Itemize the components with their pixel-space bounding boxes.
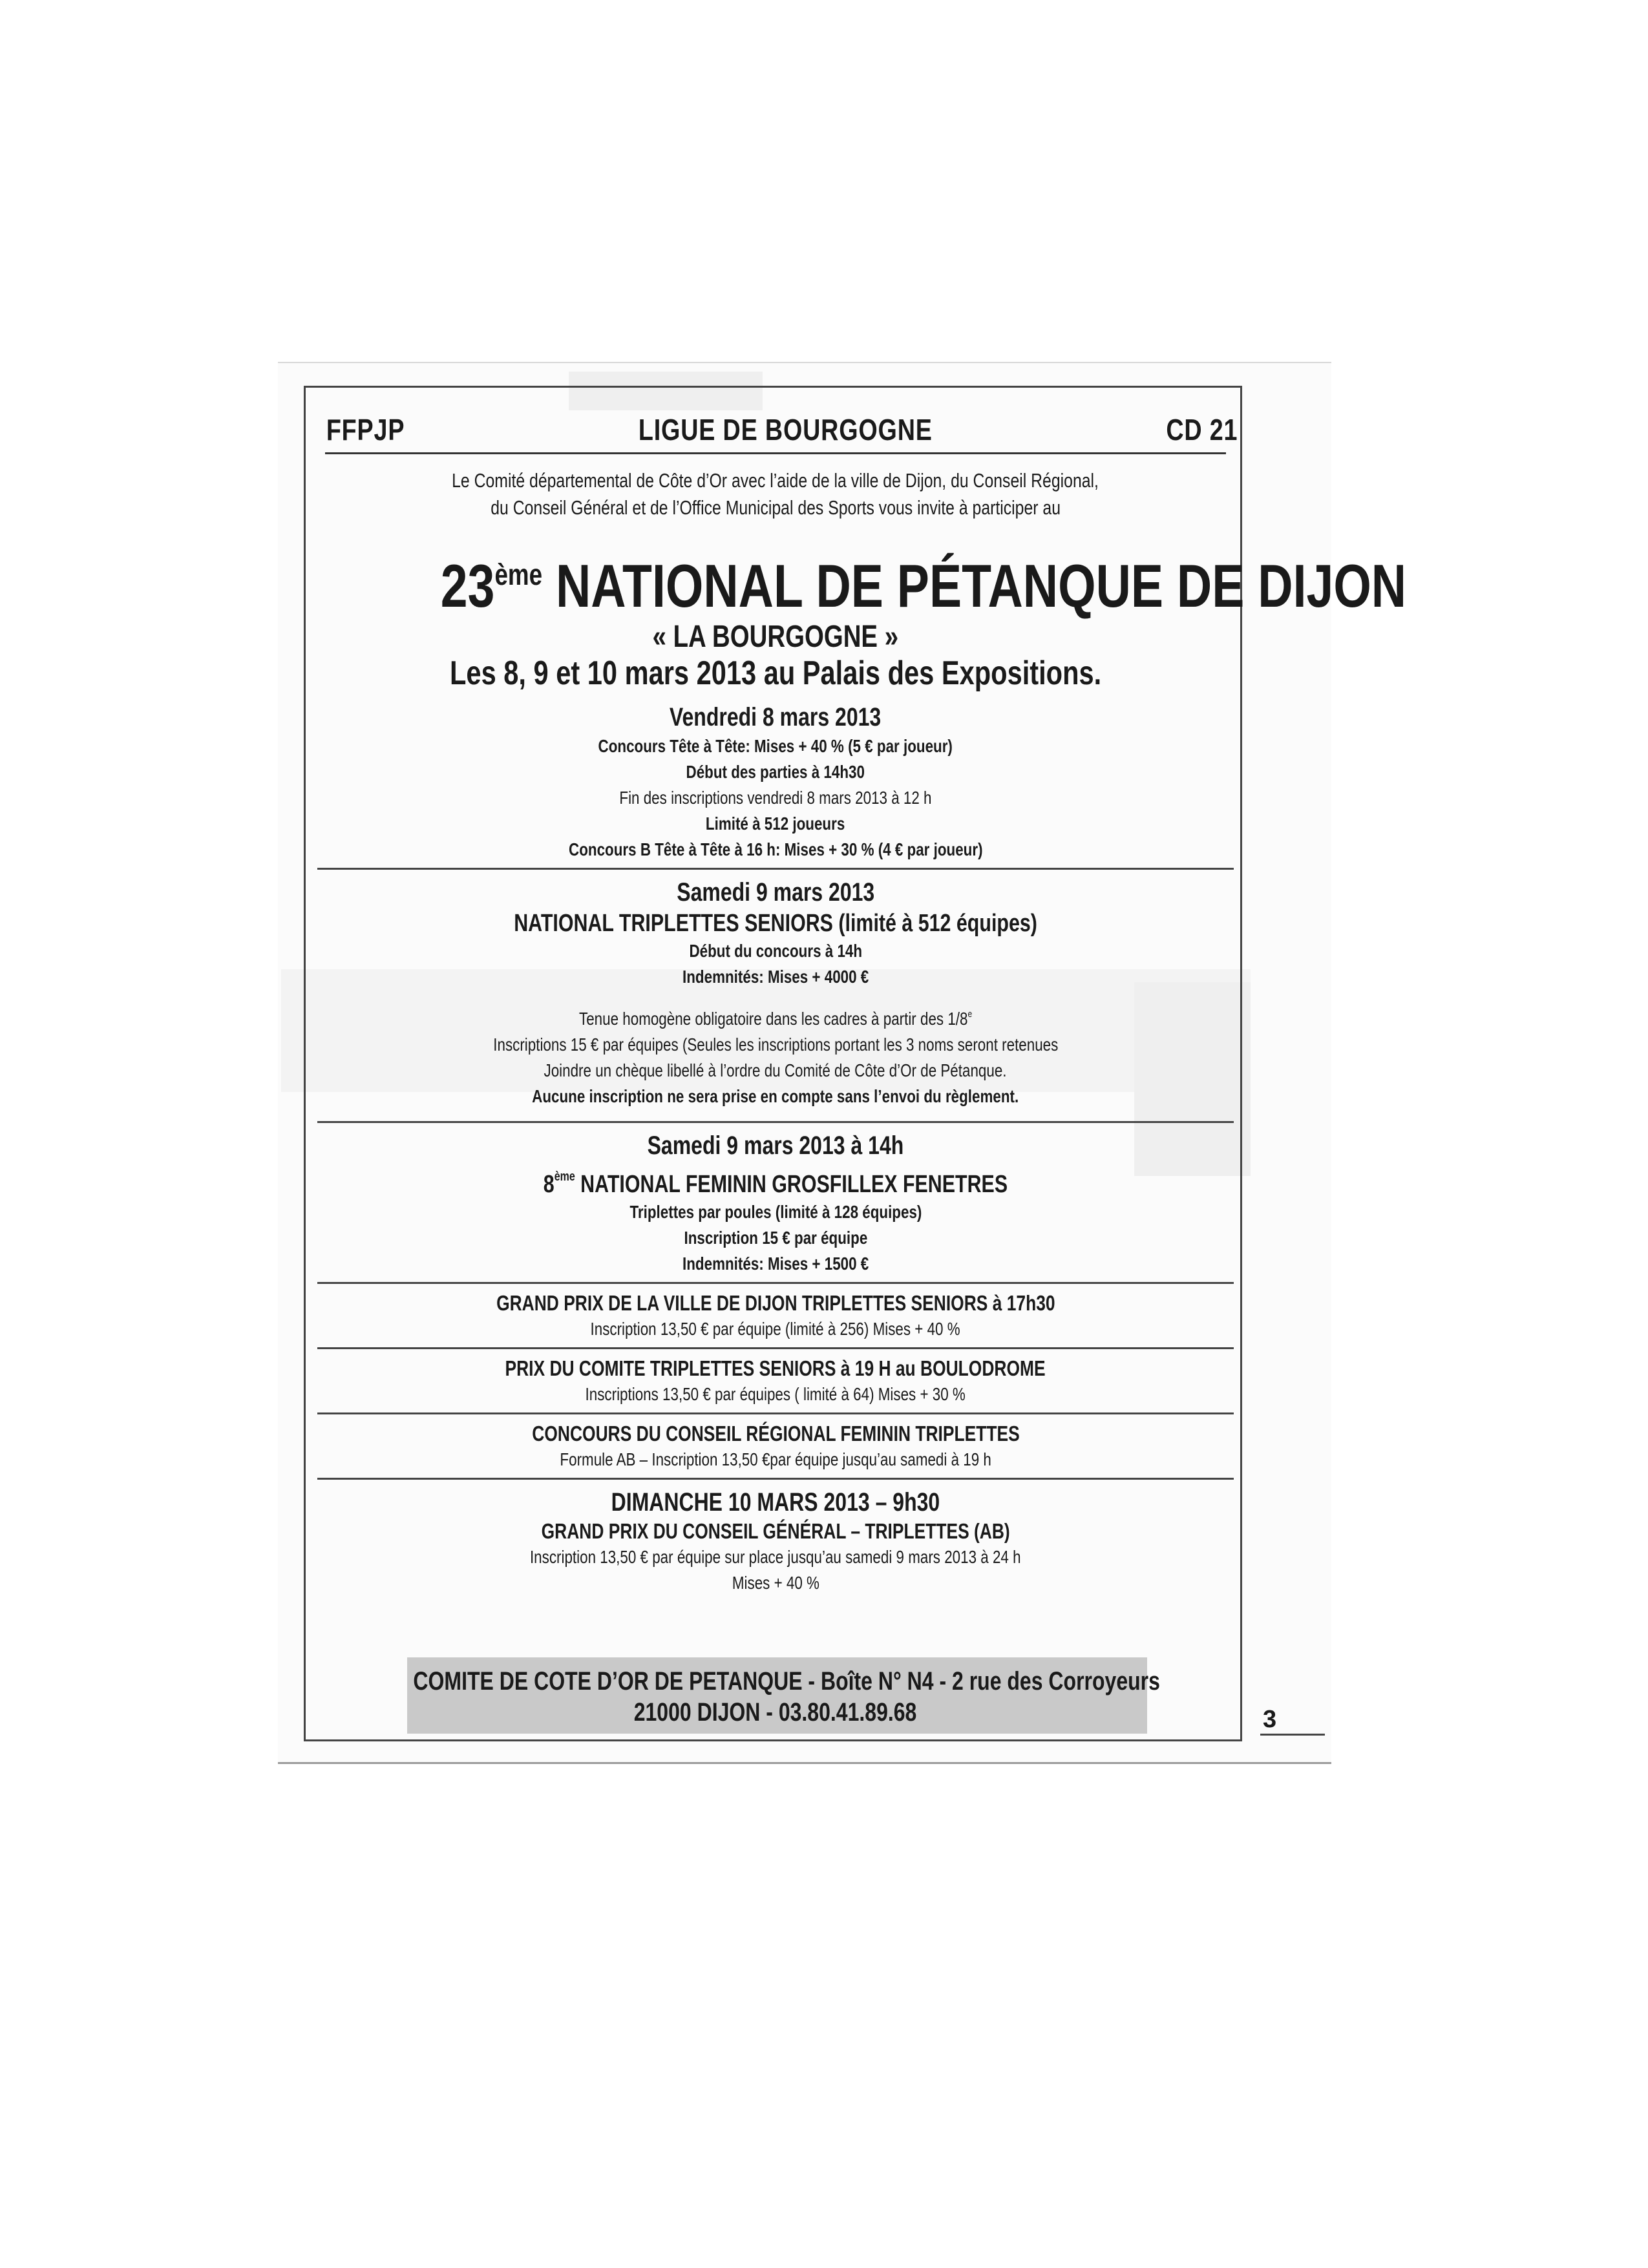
friday-line: Fin des inscriptions vendredi 8 mars 2013 à 12 h <box>619 788 932 808</box>
grand-prix-ville-title: GRAND PRIX DE LA VILLE DE DIJON TRIPLETTES SENIORS à 17h30 <box>496 1291 1055 1315</box>
header-divider <box>325 452 1226 454</box>
saturday-fee: Inscriptions 15 € par équipes (Seules les inscriptions portant les 3 noms seront retenues <box>492 1034 1059 1055</box>
friday-section <box>320 692 1231 868</box>
page-number: 3 <box>1263 1706 1277 1733</box>
concours-regional-section <box>320 1414 1231 1478</box>
concours-regional-title: CONCOURS DU CONSEIL RÉGIONAL FEMININ TRIPLETTES <box>531 1422 1020 1445</box>
saturday-day: Samedi 9 mars 2013 <box>676 878 874 907</box>
friday-day: Vendredi 8 mars 2013 <box>670 703 882 731</box>
title-number: 23 <box>440 552 495 620</box>
grand-prix-ville-fee: Inscription 13,50 € par équipe (limité à 256) Mises + 40 % <box>590 1319 961 1339</box>
feminin-prizes: Indemnités: Mises + 1500 € <box>682 1254 869 1274</box>
header-right: CD 21 <box>1166 413 1238 446</box>
feminin-fee: Inscription 15 € par équipe <box>684 1228 867 1248</box>
sunday-section <box>320 1480 1231 1601</box>
contact-line: 21000 DIJON - 03.80.41.89.68 <box>634 1698 917 1727</box>
main-title <box>320 541 1407 620</box>
saturday-section <box>320 870 1231 1115</box>
saturday-notice: Aucune inscription ne sera prise en compte sans l’envoi du règlement. <box>532 1086 1019 1106</box>
contact <box>320 1666 1231 1728</box>
friday-line: Début des parties à 14h30 <box>686 762 865 782</box>
event-dates: Les 8, 9 et 10 mars 2013 au Palais des Expositions. <box>449 655 1102 692</box>
friday-line: Limité à 512 joueurs <box>706 814 845 834</box>
subtitle: « LA BOURGOGNE » <box>652 620 899 654</box>
feminin-format: Triplettes par poules (limité à 128 équipes) <box>629 1202 922 1222</box>
sunday-fee: Inscription 13,50 € par équipe sur place jusqu’au samedi 9 mars 2013 à 24 h <box>530 1547 1021 1567</box>
feminin-suffix: ème <box>554 1170 575 1184</box>
prix-comite-title: PRIX DU COMITE TRIPLETTES SENIORS à 19 H au BOULODROME <box>505 1356 1046 1380</box>
intro-line: du Conseil Général et de l’Office Municipal des Sports vous invite à participer au <box>491 496 1061 519</box>
friday-line: Concours Tête à Tête: Mises + 40 % (5 € par joueur) <box>598 736 953 756</box>
title-text: NATIONAL DE PÉTANQUE DE DIJON <box>556 552 1407 620</box>
intro <box>320 467 1231 521</box>
header <box>321 401 1243 447</box>
page-number-rule <box>1260 1734 1325 1736</box>
feminin-event: NATIONAL FEMININ GROSFILLEX FENETRES <box>580 1171 1008 1198</box>
grand-prix-ville-section <box>320 1284 1231 1347</box>
saturday-start: Début du concours à 14h <box>689 941 862 961</box>
feminin-day: Samedi 9 mars 2013 à 14h <box>647 1131 904 1160</box>
saturday-dress-sup: e <box>967 1009 973 1020</box>
title-suffix: ème <box>494 558 543 591</box>
concours-regional-fee: Formule AB – Inscription 13,50 €par équipe jusqu’au samedi à 19 h <box>560 1449 991 1469</box>
feminin-number: 8 <box>543 1171 555 1198</box>
saturday-cheque: Joindre un chèque libellé à l’ordre du Comité de Côte d’Or de Pétanque. <box>544 1060 1007 1080</box>
prix-comite-section <box>320 1349 1231 1412</box>
header-left: FFPJP <box>326 413 405 446</box>
prix-comite-fee: Inscriptions 13,50 € par équipes ( limité à 64) Mises + 30 % <box>585 1384 966 1404</box>
sunday-day: DIMANCHE 10 MARS 2013 – 9h30 <box>611 1488 940 1517</box>
saturday-dress: Tenue homogène obligatoire dans les cadres à partir des 1/8 <box>578 1009 968 1029</box>
contact-line: COMITE DE COTE D’OR DE PETANQUE - Boîte N° N4 - 2 rue des Corroyeurs <box>413 1667 1160 1696</box>
intro-line: Le Comité départemental de Côte d’Or avec l’aide de la ville de Dijon, du Conseil Régional, <box>452 469 1099 492</box>
feminin-section <box>320 1123 1231 1282</box>
saturday-event: NATIONAL TRIPLETTES SENIORS (limité à 512 équipes) <box>514 910 1037 937</box>
sunday-prizes: Mises + 40 % <box>732 1573 819 1593</box>
friday-line: Concours B Tête à Tête à 16 h: Mises + 30 % (4 € par joueur) <box>568 839 983 859</box>
sunday-event: GRAND PRIX DU CONSEIL GÉNÉRAL – TRIPLETTES (AB) <box>541 1519 1010 1543</box>
saturday-prizes: Indemnités: Mises + 4000 € <box>682 967 869 987</box>
header-center: LIGUE DE BOURGOGNE <box>638 413 933 446</box>
document-content <box>320 401 1407 1732</box>
